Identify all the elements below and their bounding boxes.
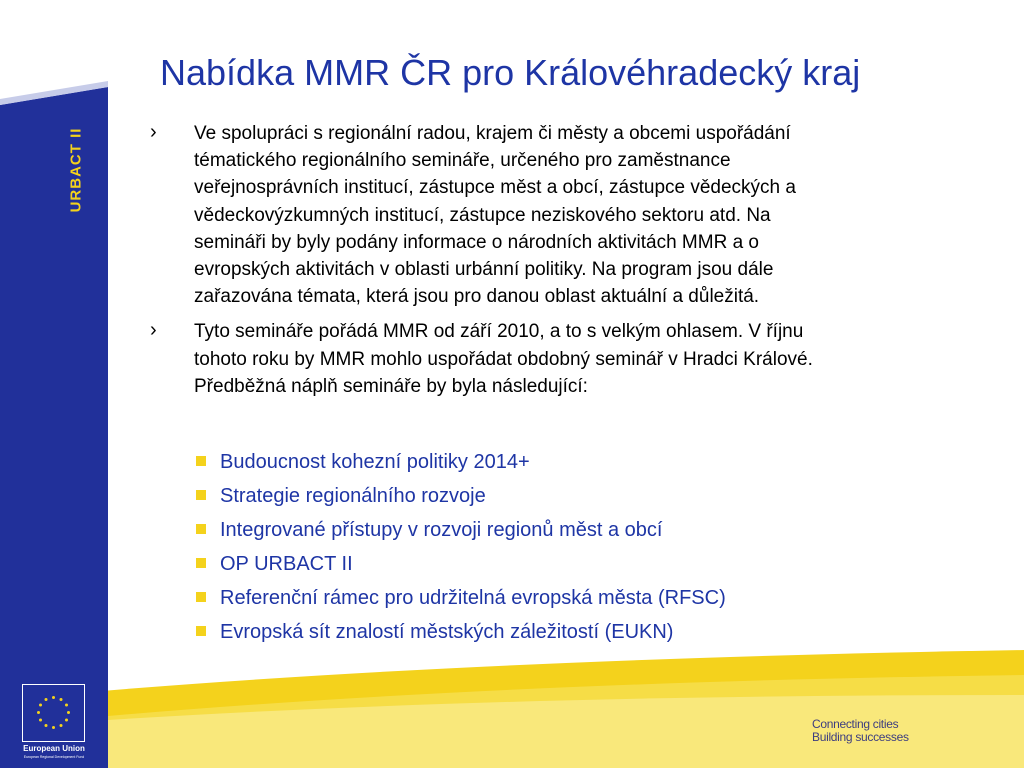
eu-star (39, 704, 42, 707)
topic-label: OP URBACT II (220, 553, 353, 575)
eu-star (60, 724, 63, 727)
topic-label: Integrované přístupy v rozvoji regionů měst a obcí (220, 519, 663, 541)
topic-label: Referenční rámec pro udržitelná evropská města (RFSC) (220, 587, 726, 609)
yellow-square-icon (196, 558, 206, 568)
yellow-square-icon (196, 626, 206, 636)
yellow-square-icon (196, 592, 206, 602)
sidebar-panel (0, 87, 108, 768)
paragraph-line: Předběžná náplň semináře by byla následující: (194, 375, 588, 397)
eu-star (37, 711, 40, 714)
paragraph-1 (150, 120, 950, 310)
yellow-square-icon (196, 490, 206, 500)
eu-star (65, 704, 68, 707)
yellow-square-icon (196, 524, 206, 534)
topic-list (195, 445, 726, 649)
topic-label: Budoucnost kohezní politiky 2014+ (220, 451, 530, 473)
topic-item (195, 445, 726, 479)
eu-sublabel: European Regional Development Fund (23, 755, 85, 759)
paragraph-line: veřejnosprávních institucí, zástupce měst a obcí, zástupce vědeckých a (194, 177, 796, 199)
eu-flag-icon (22, 684, 85, 742)
eu-star (52, 726, 55, 729)
paragraph-line: zařazována témata, která jsou pro danou oblast aktuální a důležitá. (194, 286, 760, 308)
topic-label: Evropská sít znalostí městských záležitostí (EUKN) (220, 621, 674, 643)
paragraph-line: vědeckovýzkumných institucí, zástupce neziskového sektoru atd. Na (194, 204, 771, 226)
topic-item (195, 513, 726, 547)
tagline (812, 718, 922, 744)
eu-label: European Union (23, 744, 85, 753)
eu-star (45, 698, 48, 701)
eu-star (52, 696, 55, 699)
topic-label: Strategie regionálního rozvoje (220, 485, 486, 507)
paragraph-line: tohoto roku by MMR mohlo uspořádat obdobný seminář v Hradci Králové. (194, 348, 813, 370)
yellow-square-icon (196, 456, 206, 466)
paragraph-line: evropských aktivitách v oblasti urbánní politiky. Na program jsou dále (194, 259, 774, 281)
paragraph-line: Tyto semináře pořádá MMR od září 2010, a to s velkým ohlasem. V říjnu (194, 321, 804, 343)
eu-star (39, 719, 42, 722)
paragraph-line: Ve spolupráci s regionální radou, krajem či městy a obcemi uspořádání (194, 123, 791, 144)
eu-star (67, 711, 70, 714)
eu-star (45, 724, 48, 727)
eu-star (65, 719, 68, 722)
sidebar-vertical-label: URBACT II (67, 127, 85, 213)
body-text (150, 120, 950, 408)
paragraph-line: semináři by byly podány informace o národních aktivitách MMR a o (194, 231, 759, 253)
topic-item (195, 615, 726, 649)
topic-item (195, 547, 726, 581)
slide-title: Nabídka MMR ČR pro Královéhradecký kraj (160, 52, 861, 93)
chevron-right-icon: › (150, 121, 157, 143)
topic-item (195, 479, 726, 513)
tagline-line: Connecting cities (812, 717, 899, 731)
paragraph-line: tématického regionálního semináře, určeného pro zaměstnance (194, 150, 731, 172)
topic-item (195, 581, 726, 615)
paragraph-2 (150, 318, 950, 400)
eu-star (60, 698, 63, 701)
tagline-line: Building successes (812, 730, 909, 744)
chevron-right-icon: › (150, 319, 157, 342)
